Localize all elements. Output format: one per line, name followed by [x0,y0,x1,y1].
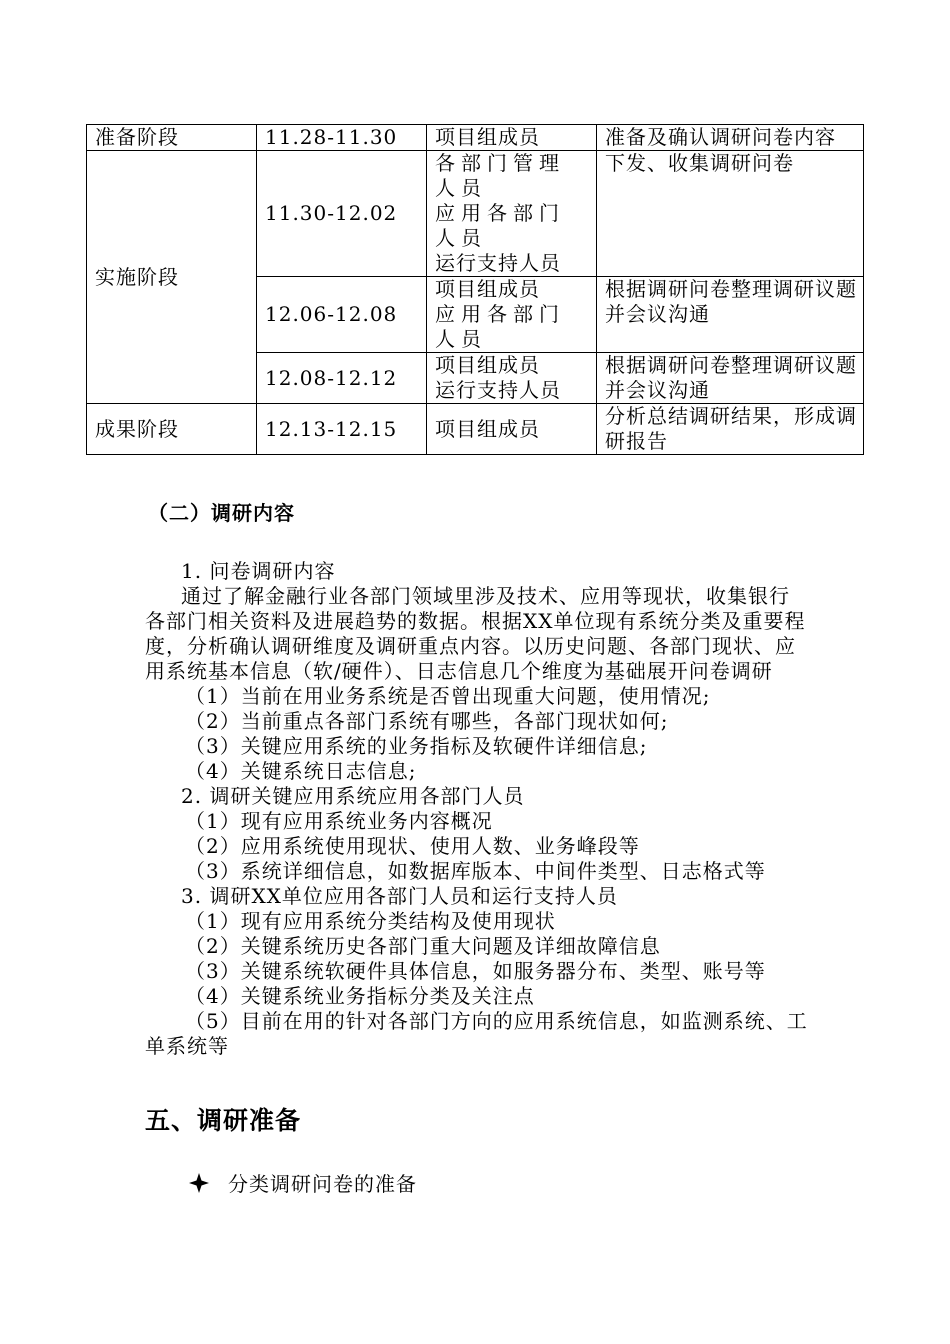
section-body [145,559,810,1059]
list-item: （3）关键应用系统的业务指标及软硬件详细信息; [185,734,648,758]
date-cell: 11.30-12.02 [257,151,427,277]
section-heading: （二）调研内容 [148,501,295,525]
people-line: 项目组成员 [435,125,540,149]
table-row [87,151,864,277]
bullet-label: 分类调研问卷的准备 [228,1172,417,1196]
people-cell [427,353,597,404]
people-line: 应用各部门人员 [435,302,565,351]
list-item: （1）现有应用系统业务内容概况 [185,809,493,833]
list-item: （4）关键系统业务指标分类及关注点 [185,984,535,1008]
date-cell: 12.08-12.12 [257,353,427,404]
date-cell: 11.28-11.30 [257,125,427,151]
people-line: 运行支持人员 [435,378,561,402]
list-item: （1）现有应用系统分类结构及使用现状 [185,909,556,933]
task-cell: 根据调研问卷整理调研议题并会议沟通 [597,277,864,353]
people-line: 应用各部门人员 [435,201,565,250]
task-cell: 准备及确认调研问卷内容 [597,125,864,151]
task-cell: 下发、收集调研问卷 [597,151,864,277]
item-title: 1. 问卷调研内容 [181,559,336,583]
list-item: （3）系统详细信息，如数据库版本、中间件类型、日志格式等 [185,859,766,883]
phase-cell: 实施阶段 [87,151,257,404]
date-cell: 12.13-12.15 [257,404,427,455]
people-line: 项目组成员 [435,416,540,441]
list-item: （5）目前在用的针对各部门方向的应用系统信息，如监测系统、工单系统等 [145,1009,808,1058]
table-row [87,125,864,151]
people-cell [427,125,597,151]
people-line: 项目组成员 [435,277,540,301]
bullet-item [188,1168,417,1197]
people-line: 各部门管理人员 [435,151,565,200]
list-item: （4）关键系统日志信息; [185,759,417,783]
diamond-bullet-icon [188,1172,210,1194]
table-row [87,404,864,455]
people-cell [427,404,597,455]
task-cell: 根据调研问卷整理调研议题并会议沟通 [597,353,864,404]
list-item: （2）当前重点各部门系统有哪些，各部门现状如何; [185,709,669,733]
paragraph: 通过了解金融行业各部门领域里涉及技术、应用等现状，收集银行各部门相关资料及进展趋势的数据。根据XX单位现有系统分类及重要程度，分析确认调研维度及调研重点内容。以历史问题、各部门现状、应用系统基本信息（软/硬件）、日志信息几个维度为基础展开问卷调研 [145,584,806,683]
list-item: （2）应用系统使用现状、使用人数、业务峰段等 [185,834,640,858]
item-title: 3. 调研XX单位应用各部门人员和运行支持人员 [181,884,618,908]
people-cell [427,277,597,353]
people-line: 运行支持人员 [435,251,561,275]
list-item: （1）当前在用业务系统是否曾出现重大问题，使用情况; [185,684,711,708]
phase-cell: 准备阶段 [87,125,257,151]
schedule-table [86,124,864,455]
task-cell: 分析总结调研结果，形成调研报告 [597,404,864,455]
people-cell [427,151,597,277]
chapter-heading: 五、调研准备 [145,1106,302,1135]
phase-cell: 成果阶段 [87,404,257,455]
list-item: （3）关键系统软硬件具体信息，如服务器分布、类型、账号等 [185,959,766,983]
date-cell: 12.06-12.08 [257,277,427,353]
list-item: （2）关键系统历史各部门重大问题及详细故障信息 [185,934,661,958]
item-title: 2. 调研关键应用系统应用各部门人员 [181,784,525,808]
people-line: 项目组成员 [435,353,540,377]
